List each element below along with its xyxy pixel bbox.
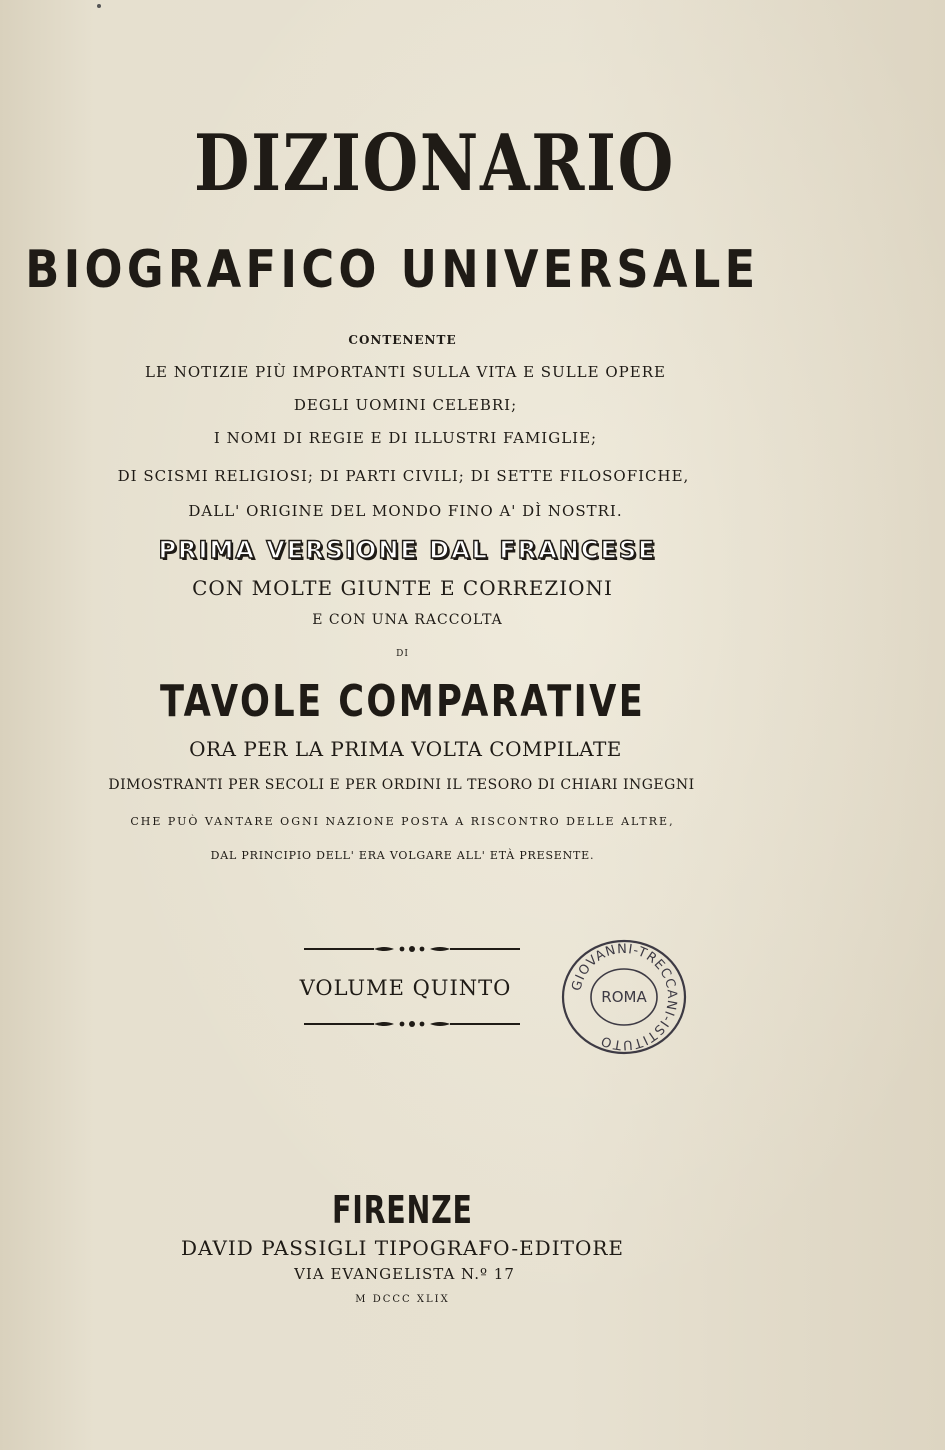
description-line: DALL' ORIGINE DEL MONDO FINO A' DÌ NOSTRI. [188, 502, 623, 520]
title-main: DIZIONARIO [193, 118, 675, 209]
stamp-center-text: ROMA [601, 988, 647, 1006]
che-line: CHE PUÒ VANTARE OGNI NAZIONE POSTA A RISCONTRO DELLE ALTRE, [130, 815, 675, 828]
prima-versione-heading: PRIMA VERSIONE DAL FRANCESE [158, 536, 657, 564]
ornament-rule-bottom [304, 1018, 520, 1030]
imprint-publisher: DAVID PASSIGLI TIPOGRAFO-EDITORE [180, 1236, 624, 1260]
volume-label: VOLUME QUINTO [299, 976, 512, 1000]
description-line: I NOMI DI REGIE E DI ILLUSTRI FAMIGLIE; [213, 429, 598, 447]
title-subtitle: BIOGRAFICO UNIVERSALE [25, 240, 760, 300]
imprint-city: FIRENZE [332, 1188, 473, 1232]
library-stamp [560, 938, 688, 1056]
description-line: LE NOTIZIE PIÙ IMPORTANTI SULLA VITA E SULLE OPERE [145, 363, 666, 381]
imprint-year: M DCCC XLIX [355, 1294, 450, 1305]
dimostranti-line: DIMOSTRANTI PER SECOLI E PER ORDINI IL TESORO DI CHIARI INGEGNI [108, 777, 695, 793]
di-line: DI [396, 649, 409, 659]
giunte-line: CON MOLTE GIUNTE E CORREZIONI [192, 576, 613, 600]
description-line: DI SCISMI RELIGIOSI; DI PARTI CIVILI; DI SETTE FILOSOFICHE, [117, 467, 690, 485]
description-line: DEGLI UOMINI CELEBRI; [293, 396, 518, 414]
ornament-rule-top [304, 943, 520, 955]
dal-line: DAL PRINCIPIO DELL' ERA VOLGARE ALL' ETÀ PRESENTE. [210, 849, 595, 862]
imprint-address: VIA EVANGELISTA N.º 17 [294, 1265, 515, 1283]
paper-speck [97, 4, 101, 8]
ora-line: ORA PER LA PRIMA VOLTA COMPILATE [189, 737, 622, 761]
contenente-label: CONTENENTE [348, 333, 457, 347]
stamp-ring-text: GIOVANNI-TRECCANI-ISTITUTO [569, 941, 680, 1053]
tavole-heading: TAVOLE COMPARATIVE [159, 676, 646, 727]
raccolta-line: E CON UNA RACCOLTA [312, 612, 503, 628]
